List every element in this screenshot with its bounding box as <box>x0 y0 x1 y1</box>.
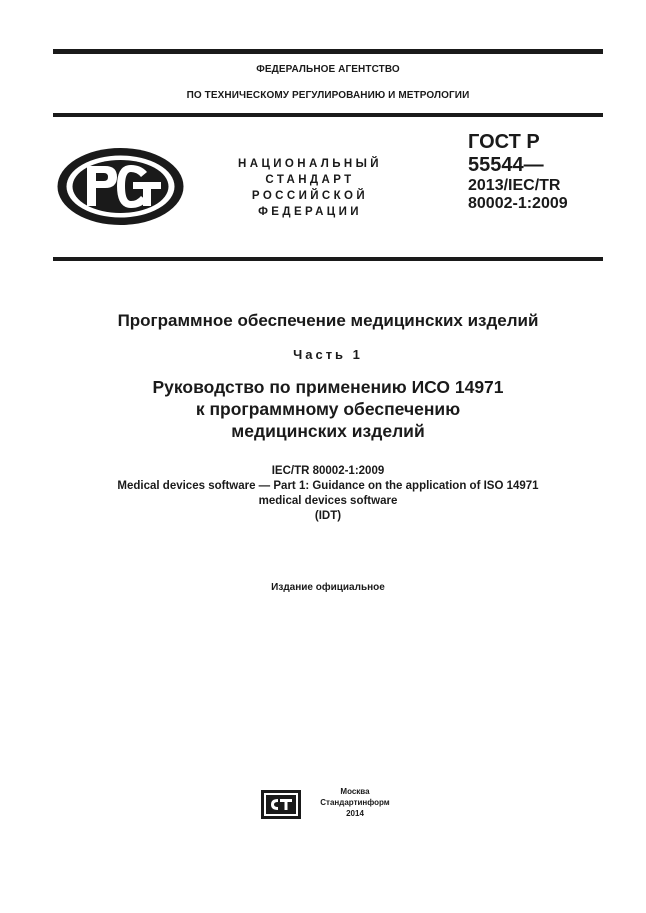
designation-line-3: 2013/IEC/TR <box>468 177 561 194</box>
top-rule <box>53 49 603 54</box>
publisher-city: Москва <box>340 787 370 796</box>
publisher-name: Стандартинформ <box>320 798 390 807</box>
document-subtitle <box>53 376 603 442</box>
national-standard-line-4: ФЕДЕРАЦИИ <box>258 206 362 218</box>
source-line-3: medical devices software <box>258 495 398 507</box>
publisher-year: 2014 <box>346 809 364 818</box>
title-rule <box>53 257 603 261</box>
designation-line-4: 80002-1:2009 <box>468 195 568 213</box>
national-standard-line-3: РОССИЙСКОЙ <box>251 190 369 202</box>
agency-line-1: ФЕДЕРАЛЬНОЕ АГЕНТСТВО <box>256 64 400 75</box>
subtitle-line-1: Руководство по применению ИСО 14971 <box>152 377 504 397</box>
edition-label: Издание официальное <box>271 582 385 593</box>
national-standard-line-2: СТАНДАРТ <box>265 174 355 186</box>
header-rule <box>53 113 603 117</box>
agency-line-2: ПО ТЕХНИЧЕСКОМУ РЕГУЛИРОВАНИЮ И МЕТРОЛОГИИ <box>186 90 470 101</box>
standard-designation <box>468 131 568 214</box>
designation-line-1: ГОСТ Р <box>468 131 540 153</box>
subtitle-line-2: к программному обеспечению <box>195 399 461 419</box>
national-standard-line-1: НАЦИОНАЛЬНЫЙ <box>238 158 382 170</box>
source-standard <box>53 464 603 524</box>
rst-certification-mark-icon <box>55 146 186 227</box>
part-label: Часть 1 <box>293 347 363 362</box>
source-line-2: Medical devices software — Part 1: Guidance on the application of ISO 14971 <box>117 480 539 492</box>
standartinform-logo-icon <box>261 790 301 819</box>
source-line-1: IEC/TR 80002-1:2009 <box>271 465 385 477</box>
document-title: Программное обеспечение медицинских изделий <box>117 311 539 330</box>
designation-line-2: 55544— <box>468 154 544 176</box>
subtitle-line-3: медицинских изделий <box>231 421 425 441</box>
source-line-4: (IDT) <box>314 510 342 522</box>
national-standard-label <box>220 156 400 220</box>
publisher-imprint <box>305 786 405 819</box>
